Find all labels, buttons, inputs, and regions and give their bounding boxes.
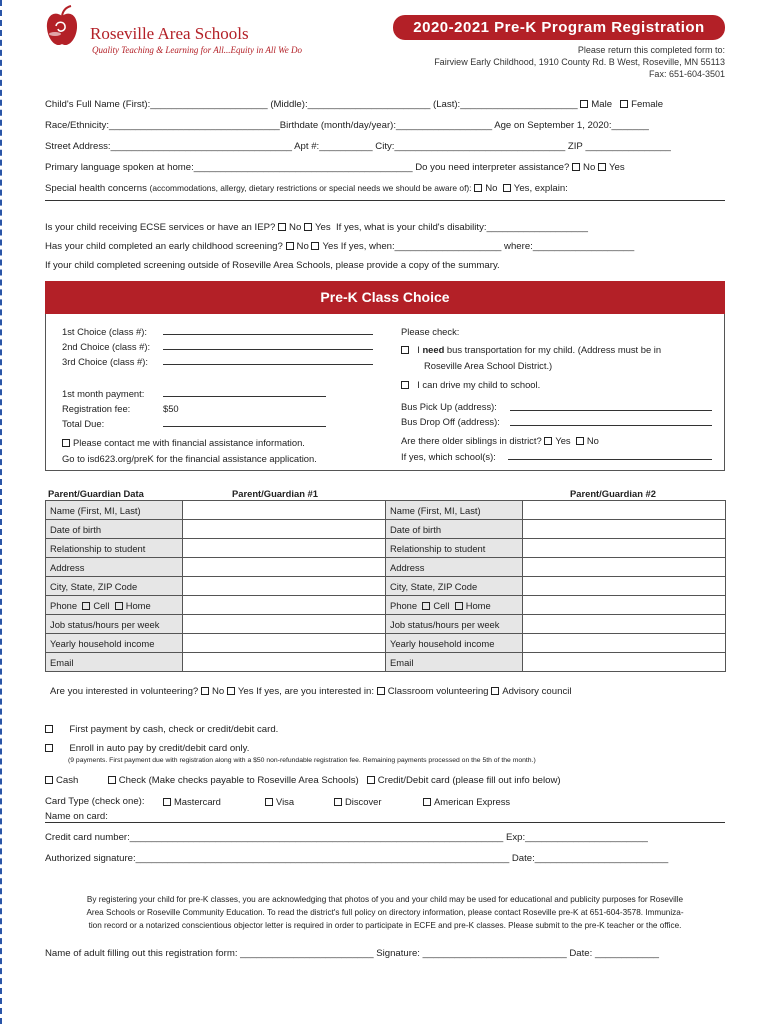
guardian-table-row [46,615,726,634]
guardian1-value-cell[interactable] [183,501,386,520]
ecse-label: Is your child receiving ECSE services or have an IEP? [45,222,276,233]
footer-date-label: Date: [569,948,593,959]
cell-label: Cell [93,599,110,611]
city-label: City: [375,141,395,152]
health-yes-checkbox[interactable] [503,184,511,192]
first-payment-label: 1st month payment: [62,388,145,399]
zip-label: ZIP [567,141,583,152]
volunteer-no-label: No [211,686,225,697]
dropoff-label: Bus Drop Off (address): [401,416,500,427]
consent-line-1: By registering your child for pre-K classes, you are acknowledging that photos of you and your child may be used for educational and publicity purposes for Roseville [86,895,684,904]
child-name-row [45,99,663,110]
cell-checkbox[interactable] [82,602,90,610]
guardian2-value-cell[interactable] [523,596,726,615]
adult-name-label: Name of adult filling out this registration form: [45,948,238,959]
consent-line-2: Area Schools or Roseville Community Education. To read the district's full policy on directory information, please contact Roseville pre-K at 651-604-3578. Immuniza- [86,908,684,917]
signature-field[interactable]: ___________________________ [422,948,567,959]
guardian1-row-label: Email [46,653,183,672]
guardian-table-row [46,558,726,577]
please-check-label: Please check: [401,326,460,337]
mastercard-checkbox[interactable] [163,798,171,806]
classroom-checkbox[interactable] [377,687,385,695]
classroom-label: Classroom volunteering [387,686,489,697]
language-label: Primary language spoken at home: [45,162,194,173]
ecse-no-checkbox[interactable] [278,223,286,231]
home-checkbox[interactable] [455,602,463,610]
guardian2-row-label: Job status/hours per week [386,615,523,634]
siblings-yes-checkbox[interactable] [544,437,552,445]
interpreter-no-label: No [583,162,596,173]
check-checkbox[interactable] [108,776,116,784]
guardian2-value-cell[interactable] [523,653,726,672]
footer-date-field[interactable]: ____________ [594,948,660,959]
guardian1-row-label: City, State, ZIP Code [46,577,183,596]
guardian2-value-cell[interactable] [523,577,726,596]
volunteer-interested-label: If yes, are you interested in: [256,686,375,697]
logo-tagline: Quality Teaching & Learning for All...Equity in All We Do [92,45,303,55]
card-number-label: Credit card number: [45,832,130,843]
amex-option [423,796,510,807]
female-checkbox[interactable] [620,100,628,108]
guardian2-value-cell[interactable] [523,520,726,539]
return-line-2: Fairview Early Childhood, 1910 County Rd. B West, Roseville, MN 55113 [434,57,725,67]
street-field[interactable]: __________________________________ [110,141,293,152]
choice2-label: 2nd Choice (class #): [62,341,151,352]
guardian-data-label: Parent/Guardian Data [48,488,144,499]
guardian1-label: Parent/Guardian #1 [232,488,318,499]
siblings-label: Are there older siblings in district? [401,435,542,446]
guardian2-row-label: City, State, ZIP Code [386,577,523,596]
visa-checkbox[interactable] [265,798,273,806]
volunteer-no-checkbox[interactable] [201,687,209,695]
discover-checkbox[interactable] [334,798,342,806]
guardian2-value-cell[interactable] [523,539,726,558]
guardian1-row-label: Address [46,558,183,577]
guardian2-row-label [386,596,523,615]
credit-checkbox[interactable] [367,776,375,784]
phone-label: Phone [390,599,418,611]
pickup-field[interactable] [510,410,712,411]
amex-label: American Express [434,796,511,807]
name-first-label: Child's Full Name (First): [45,99,151,110]
health-no-label: No [485,183,498,194]
apt-field[interactable]: __________ [319,141,373,152]
cell-checkbox[interactable] [422,602,430,610]
interpreter-yes-label: Yes [608,162,625,173]
name-middle-label: (Middle): [270,99,308,110]
card-type-label: Card Type (check one): [45,796,145,807]
visa-option [265,796,294,807]
cash-checkbox[interactable] [45,776,53,784]
guardian2-value-cell[interactable] [523,615,726,634]
return-address [434,44,725,80]
language-field[interactable]: _________________________________________ [193,162,413,173]
guardian2-row-label: Address [386,558,523,577]
return-line-3: Fax: 651-604-3501 [648,69,725,79]
screening-label: Has your child completed an early childhood screening? [45,241,283,252]
name-last-field[interactable]: ______________________ [460,99,578,110]
guardian-table-row [46,634,726,653]
total-due-field[interactable] [163,426,326,427]
signature-label: Signature: [376,948,420,959]
race-field[interactable]: ________________________________ [109,120,280,131]
guardian2-value-cell[interactable] [523,634,726,653]
guardian1-value-cell[interactable] [183,615,386,634]
guardian1-row-label: Relationship to student [46,539,183,558]
language-row [45,162,625,173]
disability-label: If yes, what is your child's disability: [335,222,487,233]
ecse-no-label: No [289,222,302,233]
adult-row [45,948,659,959]
amex-checkbox[interactable] [423,798,431,806]
birthdate-label: Birthdate (month/day/year): [279,120,396,131]
need-bus-checkbox[interactable] [401,346,409,354]
where-label: where: [504,241,533,252]
auth-sig-row [45,853,668,864]
guardian-table [45,500,726,672]
male-label: Male [591,99,613,110]
guardian1-value-cell[interactable] [183,520,386,539]
name-on-card-label: Name on card: [45,811,108,822]
need-bus-line2: Roseville Area School District.) [424,360,553,371]
guardian2-row-label: Name (First, MI, Last) [386,501,523,520]
class-choice-heading: Pre-K Class Choice [45,281,725,314]
exp-field[interactable]: _______________________ [525,832,648,843]
health-note: (accommodations, allergy, dietary restrictions or special needs we should be aware of): [149,183,472,193]
cash-label: Cash [56,775,79,786]
first-payment-field[interactable] [163,396,326,397]
home-label: Home [465,599,491,611]
where-field[interactable]: ___________________ [532,241,635,252]
name-first-field[interactable]: ______________________ [150,99,268,110]
advisory-label: Advisory council [502,686,572,697]
guardian2-row-label: Email [386,653,523,672]
adult-name-field[interactable]: _________________________ [240,948,374,959]
cell-label: Cell [433,599,450,611]
screening-yes-checkbox[interactable] [311,242,319,250]
guardian1-row-label: Yearly household income [46,634,183,653]
when-label: If yes, when: [340,241,395,252]
check-label: Check (Make checks payable to Roseville Area Schools) [118,775,359,786]
guardian2-row-label: Relationship to student [386,539,523,558]
auth-sig-label: Authorized signature: [45,853,136,864]
ecse-yes-label: Yes [314,222,331,233]
race-label: Race/Ethnicity: [45,120,109,131]
guardian1-row-label: Name (First, MI, Last) [46,501,183,520]
age-field[interactable]: _______ [611,120,649,131]
guardian1-row-label [46,596,183,615]
ecse-yes-checkbox[interactable] [304,223,312,231]
guardian1-value-cell[interactable] [183,558,386,577]
siblings-row [401,435,599,446]
health-explain-field[interactable] [45,200,725,201]
can-drive-row [401,379,540,390]
need-pre: I [417,344,423,355]
credit-label: Credit/Debit card (please fill out info below) [377,775,561,786]
screening-no-label: No [296,241,309,252]
city-field[interactable]: ________________________________ [394,141,566,152]
financial-checkbox[interactable] [62,439,70,447]
guardian-table-row [46,539,726,558]
reg-fee-value: $50 [163,403,179,414]
volunteer-yes-checkbox[interactable] [227,687,235,695]
mastercard-option [163,796,221,807]
when-field[interactable]: ____________________ [394,241,502,252]
choice3-field[interactable] [163,364,373,365]
guardian1-row-label: Job status/hours per week [46,615,183,634]
exp-label: Exp: [505,832,526,843]
guardian2-row-label: Yearly household income [386,634,523,653]
logo-name: Roseville Area Schools [90,24,249,43]
left-dashed-border [0,0,3,1024]
guardian2-row-label: Date of birth [386,520,523,539]
age-label: Age on September 1, 2020: [494,120,612,131]
auth-sig-field[interactable]: ______________________________________________________________________ [135,853,510,864]
can-drive-label: I can drive my child to school. [417,379,541,390]
payment-method-row [45,775,561,786]
health-row [45,183,568,194]
volunteer-question: Are you interested in volunteering? [50,686,199,697]
outside-screening-note: If your child completed screening outside of Roseville Area Schools, please provide a copy of the summary. [45,260,500,271]
male-checkbox[interactable] [580,100,588,108]
interpreter-label: Do you need interpreter assistance? [415,162,570,173]
race-row [45,120,649,131]
choice2-field[interactable] [163,349,373,350]
screening-yes-label: Yes [322,241,339,252]
first-payment-option [45,724,278,735]
name-last-label: (Last): [433,99,461,110]
form-title: 2020-2021 Pre-K Program Registration [393,15,725,40]
ecse-row [45,222,588,233]
choice1-label: 1st Choice (class #): [62,326,147,337]
first-payment-checkbox[interactable] [45,725,53,733]
guardian1-value-cell[interactable] [183,539,386,558]
pickup-label: Bus Pick Up (address): [401,401,497,412]
discover-label: Discover [345,796,382,807]
zip-field[interactable]: ________________ [585,141,671,152]
guardian1-value-cell[interactable] [183,577,386,596]
discover-option [334,796,381,807]
volunteer-yes-label: Yes [237,686,254,697]
birthdate-field[interactable]: __________________ [396,120,493,131]
card-number-row [45,832,648,843]
can-drive-checkbox[interactable] [401,381,409,389]
home-label: Home [125,599,151,611]
guardian-table-row [46,653,726,672]
siblings-no-checkbox[interactable] [576,437,584,445]
guardian2-label: Parent/Guardian #2 [570,488,656,499]
name-on-card-field[interactable] [45,822,725,823]
return-line-1: Please return this completed form to: [577,45,725,55]
mastercard-label: Mastercard [174,796,221,807]
guardian1-value-cell[interactable] [183,634,386,653]
financial-row [62,437,305,448]
street-label: Street Address: [45,141,111,152]
guardian-table-row [46,577,726,596]
female-label: Female [631,99,664,110]
guardian2-value-cell[interactable] [523,558,726,577]
total-due-label: Total Due: [62,418,105,429]
apple-logo-icon [44,4,80,48]
first-payment-option-label: First payment by cash, check or credit/debit card. [69,724,279,735]
health-no-checkbox[interactable] [474,184,482,192]
siblings-no-label: No [586,435,599,446]
phone-label: Phone [50,599,78,611]
financial-label: Please contact me with financial assistance information. [73,437,305,448]
advisory-checkbox[interactable] [491,687,499,695]
need-bus-row [401,344,661,355]
home-checkbox[interactable] [115,602,123,610]
visa-label: Visa [276,796,295,807]
guardian2-value-cell[interactable] [523,501,726,520]
health-yes-label: Yes, explain: [513,183,568,194]
choice3-label: 3rd Choice (class #): [62,356,148,367]
interpreter-yes-checkbox[interactable] [598,163,606,171]
auth-date-label: Date: [511,853,535,864]
guardian-table-row [46,596,726,615]
auth-date-field[interactable]: _________________________ [534,853,669,864]
which-school-label: If yes, which school(s): [401,451,496,462]
which-school-field[interactable] [508,459,712,460]
screening-row [45,241,634,252]
interpreter-no-checkbox[interactable] [572,163,580,171]
health-label: Special health concerns [45,183,147,194]
auto-pay-checkbox[interactable] [45,744,53,752]
consent-line-3: tion record or a notarized conscientious objector letter is required in order to participate in ECFE and pre-K classes. Please submit to the pre-K teacher or the office. [88,921,682,930]
siblings-yes-label: Yes [555,435,571,446]
guardian-table-row [46,501,726,520]
need-post: bus transportation for my child. (Address must be in [444,344,662,355]
guardian1-row-label: Date of birth [46,520,183,539]
disability-field[interactable]: ___________________ [486,222,588,233]
guardian-table-row [46,520,726,539]
apt-label: Apt #: [294,141,320,152]
choice1-field[interactable] [163,334,373,335]
reg-fee-label: Registration fee: [62,403,131,414]
guardian1-value-cell[interactable] [183,653,386,672]
dropoff-field[interactable] [510,425,712,426]
name-middle-field[interactable]: _______________________ [307,99,431,110]
guardian1-value-cell[interactable] [183,596,386,615]
auto-pay-note: (9 payments. First payment due with registration along with a $50 non-refundable registration fee. Remaining payments processed on the 5th of the month.) [68,757,536,764]
volunteer-row [50,686,572,697]
financial-link-text: Go to isd623.org/preK for the financial assistance application. [62,453,317,464]
auto-pay-option [45,743,249,754]
card-number-field[interactable]: ______________________________________________________________________ [129,832,504,843]
address-row [45,141,671,152]
need-bold: need [422,344,445,355]
screening-no-checkbox[interactable] [286,242,294,250]
auto-pay-label: Enroll in auto pay by credit/debit card only. [69,743,250,754]
